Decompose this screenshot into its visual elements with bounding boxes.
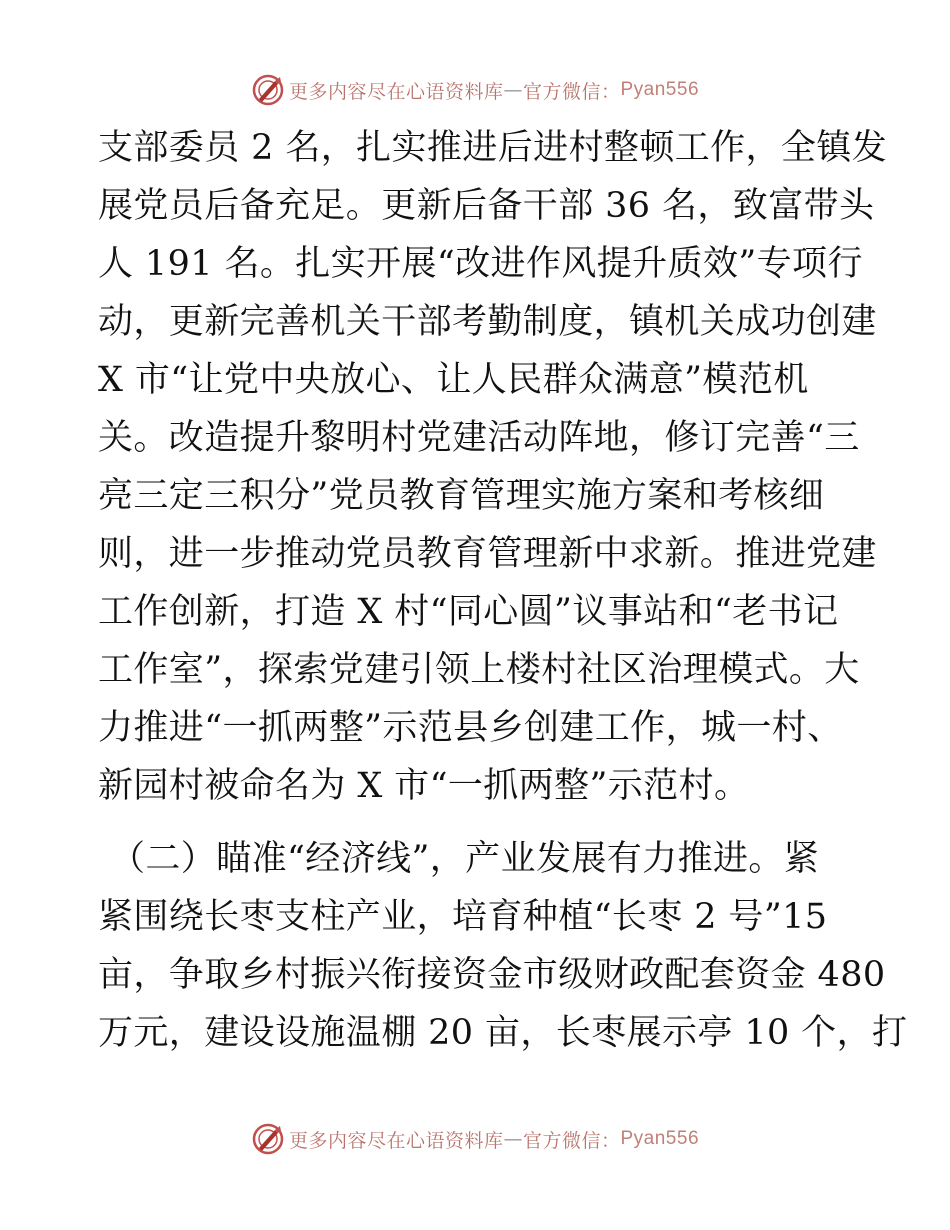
body-line: 展党员后备充足。更新后备干部 36 名，致富带头 (98, 186, 875, 226)
body-line: 力推进“一抓两整”示范县乡创建工作，城一村、 (98, 708, 843, 748)
header-banner (0, 70, 950, 110)
brand-logo-icon (251, 73, 285, 107)
footer-banner (0, 1119, 950, 1159)
body-line: 亮三定三积分”党员教育管理实施方案和考核细 (98, 476, 825, 516)
body-line: 工作室”，探索党建引领上楼村社区治理模式。大 (98, 650, 860, 690)
body-line: 紧围绕长枣支柱产业，培育种植“长枣 2 号”15 (98, 897, 828, 937)
body-line: X 市“让党中央放心、让人民群众满意”模范机 (98, 360, 809, 400)
banner-text: 更多内容尽在心语资料库 (288, 80, 504, 103)
brand-logo-icon (251, 1122, 285, 1156)
body-line: 亩，争取乡村振兴衔接资金市级财政配套资金 480 (98, 955, 886, 995)
banner-wechat-id: Pyan556 (620, 1128, 700, 1149)
banner-wechat-id: Pyan556 (620, 79, 700, 100)
body-line: 则，进一步推动党员教育管理新中求新。推进党建 (98, 534, 877, 574)
body-line: 工作创新，打造 X 村“同心圆”议事站和“老书记 (98, 592, 839, 632)
body-line: 万元，建设设施温棚 20 亩，长枣展示亭 10 个，打 (98, 1013, 908, 1053)
body-line: 支部委员 2 名，扎实推进后进村整顿工作，全镇发 (98, 128, 888, 168)
section-heading-line: （二）瞄准“经济线”，产业发展有力推进。紧 (110, 839, 820, 879)
banner-separator: — (503, 79, 523, 101)
body-line: 动，更新完善机关干部考勤制度，镇机关成功创建 (98, 302, 877, 342)
body-line: 人 191 名。扎实开展“改进作风提升质效”专项行 (98, 244, 863, 284)
banner-wechat-label: 官方微信： (522, 1129, 621, 1152)
banner-separator: — (503, 1128, 523, 1150)
banner-wechat-label: 官方微信： (522, 80, 621, 103)
banner-text: 更多内容尽在心语资料库 (288, 1129, 504, 1152)
body-line: 新园村被命名为 X 市“一抓两整”示范村。 (98, 766, 750, 806)
body-line: 关。改造提升黎明村党建活动阵地，修订完善“三 (98, 418, 860, 458)
